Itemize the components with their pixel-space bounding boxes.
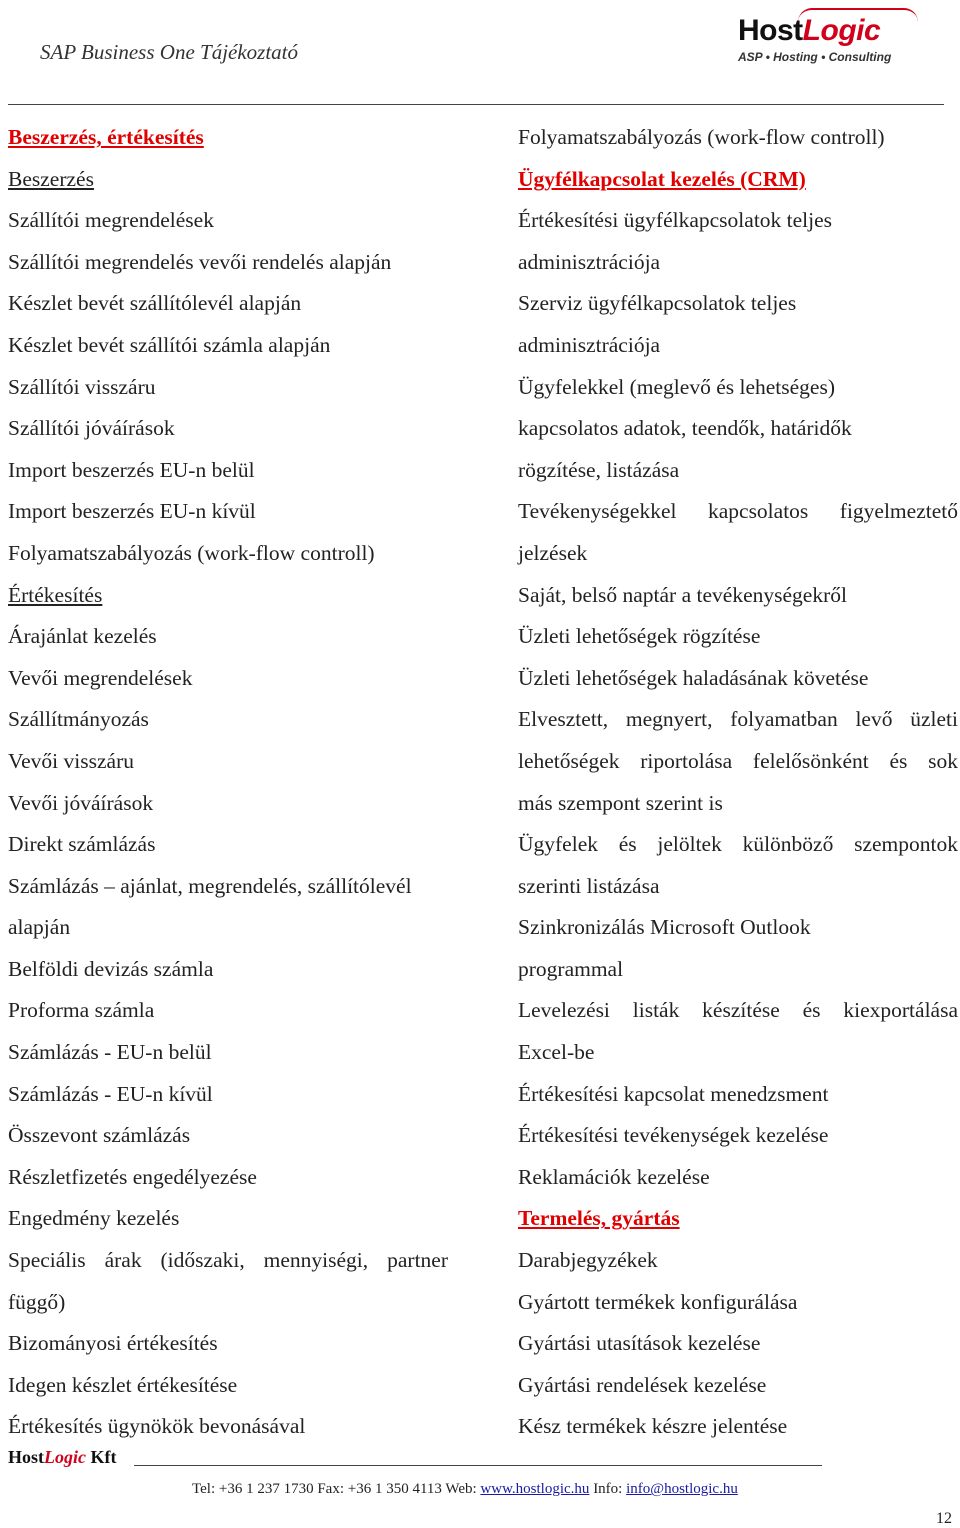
right-line: Üzleti lehetőségek rögzítése <box>518 624 761 649</box>
right-line: jelzések <box>518 540 588 565</box>
left-line: Szállítói visszáru <box>8 374 156 399</box>
left-line: Idegen készlet értékesítése <box>8 1372 238 1397</box>
left-line: Számlázás - EU-n kívül <box>8 1081 213 1106</box>
left-column <box>8 117 448 1448</box>
page-number: 12 <box>936 1510 952 1527</box>
right-line: Ügyfelekkel (meglevő és lehetséges) <box>518 374 835 399</box>
left-line: Részletfizetés engedélyezése <box>8 1164 257 1189</box>
right-line: Értékesítési ügyfélkapcsolatok teljes <box>518 208 833 233</box>
right-line: Értékesítési tevékenységek kezelése <box>518 1123 829 1148</box>
header-divider <box>8 104 944 105</box>
right-line: lehetőségek riportolása felelősönként és sok <box>518 748 958 773</box>
right-line: adminisztrációja <box>518 332 661 357</box>
left-line: Összevont számlázás <box>8 1123 191 1148</box>
right-line: Elvesztett, megnyert, folyamatban levő üzleti <box>518 707 958 732</box>
left-line: Speciális árak (időszaki, mennyiségi, partner <box>8 1248 448 1273</box>
right-line: Darabjegyzékek <box>518 1248 658 1273</box>
left-line: Árajánlat kezelés <box>8 624 157 649</box>
left-subsection-heading: Értékesítés <box>8 582 103 607</box>
left-line: Számlázás – ajánlat, megrendelés, szállítólevél <box>8 873 412 898</box>
right-line: Üzleti lehetőségek haladásának követése <box>518 665 869 690</box>
logo-swoosh-icon <box>798 8 918 22</box>
logo-logic-text: Logic <box>802 14 881 47</box>
footer-brand-logic: Logic <box>44 1447 86 1467</box>
left-line: Szállítói megrendelés vevői rendelés alapján <box>8 249 392 274</box>
contact-phones: Tel: +36 1 237 1730 Fax: +36 1 350 4113 Web: <box>192 1481 481 1497</box>
left-line: Szállítói megrendelések <box>8 208 214 233</box>
left-line: Belföldi devizás számla <box>8 956 214 981</box>
right-column <box>518 117 958 1448</box>
logo-host-text: Host <box>738 14 803 47</box>
right-line: Értékesítési kapcsolat menedzsment <box>518 1081 829 1106</box>
left-line: Értékesítés ügynökök bevonásával <box>8 1414 306 1439</box>
left-line: Vevői megrendelések <box>8 665 193 690</box>
company-logo <box>738 14 938 70</box>
right-section-heading: Termelés, gyártás <box>518 1206 680 1231</box>
left-section-heading: Beszerzés, értékesítés <box>8 125 204 149</box>
left-line: Készlet bevét szállítói számla alapján <box>8 332 331 357</box>
left-line: Folyamatszabályozás (work-flow controll) <box>8 540 375 565</box>
right-line: szerinti listázása <box>518 873 660 898</box>
right-line: Gyártási rendelések kezelése <box>518 1372 767 1397</box>
left-line: Direkt számlázás <box>8 832 156 857</box>
right-line: programmal <box>518 956 624 981</box>
left-line: függő) <box>8 1289 66 1314</box>
footer-brand-host: Host <box>8 1447 44 1467</box>
info-label: Info: <box>589 1481 627 1497</box>
right-line: Szerviz ügyfélkapcsolatok teljes <box>518 291 797 316</box>
right-line: Saját, belső naptár a tevékenységekről <box>518 582 847 607</box>
left-line: Számlázás - EU-n belül <box>8 1040 212 1065</box>
document-title: SAP Business One Tájékoztató <box>40 40 299 64</box>
right-line: Ügyfelek és jelöltek különböző szempontok <box>518 832 958 857</box>
right-line: Kész termékek készre jelentése <box>518 1414 788 1439</box>
right-line: adminisztrációja <box>518 249 661 274</box>
footer-contact <box>192 1481 738 1498</box>
left-line: Szállítói jóváírások <box>8 416 175 441</box>
right-line: Folyamatszabályozás (work-flow controll) <box>518 125 885 149</box>
left-line: Vevői jóváírások <box>8 790 154 815</box>
right-line: Szinkronizálás Microsoft Outlook <box>518 915 811 940</box>
footer-brand <box>8 1447 117 1468</box>
right-line: más szempont szerint is <box>518 790 723 815</box>
left-line: Vevői visszáru <box>8 748 134 773</box>
left-line: alapján <box>8 915 71 940</box>
right-line: Levelezési listák készítése és kiexportálása <box>518 998 958 1023</box>
left-line: Import beszerzés EU-n belül <box>8 457 255 482</box>
left-line: Import beszerzés EU-n kívül <box>8 499 256 524</box>
website-link[interactable]: www.hostlogic.hu <box>480 1481 590 1497</box>
right-line: rögzítése, listázása <box>518 457 680 482</box>
logo-tagline: ASP • Hosting • Consulting <box>738 50 892 64</box>
right-section-heading: Ügyfélkapcsolat kezelés (CRM) <box>518 166 806 191</box>
left-line: Bizományosi értékesítés <box>8 1331 218 1356</box>
left-line: Proforma számla <box>8 998 155 1023</box>
left-line: Engedmény kezelés <box>8 1206 180 1231</box>
right-line: kapcsolatos adatok, teendők, határidők <box>518 416 852 441</box>
footer-divider <box>134 1465 822 1466</box>
right-line: Gyártási utasítások kezelése <box>518 1331 761 1356</box>
right-line: Reklamációk kezelése <box>518 1164 710 1189</box>
right-line: Excel-be <box>518 1040 595 1065</box>
left-line: Szállítmányozás <box>8 707 149 732</box>
right-line: Gyártott termékek konfigurálása <box>518 1289 798 1314</box>
left-subsection-heading: Beszerzés <box>8 166 94 191</box>
left-line: Készlet bevét szállítólevél alapján <box>8 291 302 316</box>
email-link[interactable]: info@hostlogic.hu <box>626 1481 738 1497</box>
right-line: Tevékenységekkel kapcsolatos figyelmeztető <box>518 499 958 524</box>
footer-brand-kft: Kft <box>86 1447 117 1467</box>
